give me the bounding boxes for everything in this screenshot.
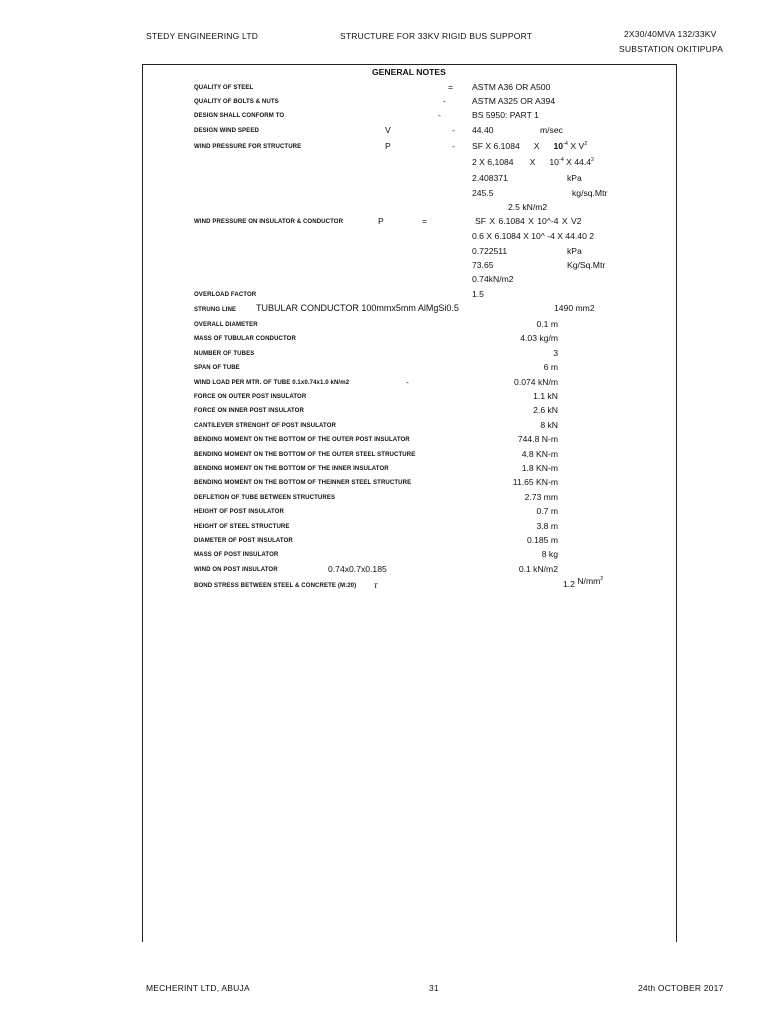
row-label: DEFLETION OF TUBE BETWEEN STRUCTURES bbox=[194, 493, 336, 501]
value-design-conform: BS 5950: PART 1 bbox=[472, 110, 539, 120]
row-label: OVERALL DIAMETER bbox=[194, 321, 258, 328]
row-extra: - bbox=[406, 376, 409, 387]
formula-line-2 bbox=[472, 157, 594, 167]
footer-company: MECHERINT LTD, ABUJA bbox=[146, 983, 250, 993]
row-value: 0.185 m bbox=[526, 535, 558, 545]
row-label: NUMBER OF TUBES bbox=[194, 349, 255, 357]
wpi-value-kg: 73.65 bbox=[472, 260, 494, 270]
formula-1-part-b: X bbox=[533, 141, 540, 151]
header-project-line2: SUBSTATION OKITIPUPA bbox=[619, 44, 724, 54]
row-value: 0.7 m bbox=[536, 506, 558, 517]
label-strung-line: STRUNG LINE bbox=[194, 306, 237, 313]
label-wind-speed: DESIGN WIND SPEED bbox=[194, 127, 259, 134]
footer-date: 24th OCTOBER 2017 bbox=[638, 983, 724, 993]
formula-2-part-c: 10 bbox=[549, 157, 559, 167]
unit-wind-speed: m/sec bbox=[540, 125, 563, 135]
row-label: SPAN OF TUBE bbox=[194, 364, 240, 372]
header-company: STEDY ENGINEERING LTD bbox=[146, 31, 259, 41]
row-value: 2.73 mm bbox=[524, 491, 558, 502]
label-quality-bolts: QUALITY OF BOLTS & NUTS bbox=[194, 98, 279, 105]
footer-page-number: 31 bbox=[429, 983, 439, 993]
row-extra: 0.74x0.7x0.185 bbox=[328, 563, 387, 574]
strung-line-desc: TUBULAR CONDUCTOR 100mmx5mm AlMgSi0.5 bbox=[256, 303, 459, 313]
row-value: 8 kg bbox=[541, 549, 558, 560]
bond-value: 1.2 bbox=[563, 579, 575, 589]
wpi-value-kn: 0.74kN/m2 bbox=[472, 274, 514, 284]
row-label: WIND LOAD PER MTR. OF TUBE 0.1x0.74x1.0 kN/m2 bbox=[194, 378, 350, 386]
formula-2-part-e: X 44.4 bbox=[566, 157, 592, 167]
row-value: 3 bbox=[553, 347, 558, 358]
wps-unit-kg: kg/sq.Mtr bbox=[572, 188, 608, 198]
sep-wind-pressure-structure: - bbox=[452, 141, 455, 151]
wps-value-kpa: 2.408371 bbox=[472, 173, 508, 183]
row-label: MASS OF TUBULAR CONDUCTOR bbox=[194, 335, 296, 343]
label-quality-steel: QUALITY OF STEEL bbox=[194, 84, 254, 91]
row-value: 2.6 kN bbox=[533, 405, 558, 416]
row-value: 4.03 kg/m bbox=[520, 333, 558, 344]
row-value: 0.074 kN/m bbox=[514, 376, 558, 387]
label-overload: OVERLOAD FACTOR bbox=[194, 291, 257, 298]
label-wind-pressure-insulator: WIND PRESSURE ON INSULATOR & CONDUCTOR bbox=[194, 218, 344, 225]
wps-value-kg: 245.5 bbox=[472, 188, 494, 198]
header-title: STRUCTURE FOR 33KV RIGID BUS SUPPORT bbox=[340, 31, 533, 41]
formula-2-part-b: X bbox=[529, 157, 536, 167]
row-label: MASS OF POST INSULATOR bbox=[194, 551, 279, 559]
sep-wind-pressure-insulator: = bbox=[422, 216, 428, 226]
symbol-tau: τ bbox=[374, 580, 378, 590]
notes-title: GENERAL NOTES bbox=[372, 67, 446, 77]
header-project-line1: 2X30/40MVA 132/33KV bbox=[624, 29, 717, 39]
row-label: FORCE ON INNER POST INSULATOR bbox=[194, 407, 304, 415]
wpi-line-2: 0.6 X 6.1084 X 10^ -4 X 44.40 2 bbox=[472, 231, 595, 241]
formula-2-exp: -4 bbox=[558, 157, 564, 163]
formula-2-pow: 2 bbox=[591, 157, 595, 163]
formula-1-exp: -4 bbox=[563, 141, 568, 147]
sep-quality-bolts: - bbox=[443, 96, 446, 106]
row-label: HEIGHT OF POST INSULATOR bbox=[194, 508, 284, 516]
row-label: BENDING MOMENT ON THE BOTTOM OF THE INNER INSULATOR bbox=[194, 465, 389, 472]
wpi-line-1: SF X 6.1084 X 10^-4 X V2 bbox=[475, 216, 582, 226]
formula-1-part-e: X V bbox=[570, 141, 585, 151]
label-design-conform: DESIGN SHALL CONFORM TO bbox=[194, 112, 285, 119]
row-label: CANTILEVER STRENGHT OF POST INSULATOR bbox=[194, 421, 337, 429]
formula-1-pow: 2 bbox=[584, 141, 588, 147]
value-overload: 1.5 bbox=[472, 289, 484, 299]
row-label: FORCE ON OUTER POST INSULATOR bbox=[194, 393, 307, 400]
sep-quality-steel: = bbox=[448, 82, 454, 92]
label-bond-stress: BOND STRESS BETWEEN STEEL & CONCRETE (M:20) bbox=[194, 582, 357, 589]
symbol-wind-pressure-insulator: P bbox=[378, 216, 384, 226]
row-value: 4.8 KN-m bbox=[521, 448, 558, 459]
symbol-wind-pressure-structure: P bbox=[385, 141, 391, 151]
value-wind-speed: 44.40 bbox=[472, 125, 494, 135]
row-label: WIND ON POST INSULATOR bbox=[194, 565, 278, 573]
row-value: 0.1 kN/m2 bbox=[518, 563, 558, 574]
row-value: 11.65 KN-m bbox=[512, 477, 558, 488]
row-label: DIAMETER OF POST INSULATOR bbox=[194, 537, 293, 544]
wps-unit-kpa: kPa bbox=[567, 173, 582, 183]
sep-wind-speed: - bbox=[452, 125, 455, 135]
bond-unit-sup: 2 bbox=[600, 576, 604, 582]
symbol-wind-speed: V bbox=[385, 125, 391, 135]
wpi-unit-kg: Kg/Sq.Mtr bbox=[567, 260, 606, 270]
wpi-unit-kpa: kPa bbox=[567, 246, 582, 256]
row-label: BENDING MOMENT ON THE BOTTOM OF THE OUTER STEEL STRUCTURE bbox=[194, 450, 416, 458]
wpi-value-kpa: 0.722511 bbox=[472, 246, 508, 256]
value-strung-line: 1490 mm2 bbox=[554, 303, 595, 313]
row-value: 1.8 KN-m bbox=[521, 463, 558, 473]
row-label: BENDING MOMENT ON THE BOTTOM OF THE OUTER POST INSULATOR bbox=[194, 436, 410, 444]
row-value: 6 m bbox=[543, 362, 558, 373]
wps-value-kn: 2.5 kN/m2 bbox=[508, 202, 548, 212]
row-value: 3.8 m bbox=[536, 520, 558, 531]
bond-unit: N/mm bbox=[577, 576, 601, 586]
value-quality-steel: ASTM A36 OR A500 bbox=[472, 82, 551, 92]
row-label: BENDING MOMENT ON THE BOTTOM OF THEINNER STEEL STRUCTURE bbox=[194, 479, 412, 487]
value-quality-bolts: ASTM A325 OR A394 bbox=[472, 96, 556, 106]
row-value: 8 kN bbox=[540, 419, 558, 430]
label-wind-pressure-structure: WIND PRESSURE FOR STRUCTURE bbox=[194, 143, 302, 150]
row-value: 1.1 kN bbox=[533, 391, 558, 401]
formula-2-part-a: 2 X 6,1084 bbox=[472, 157, 514, 167]
row-label: HEIGHT OF STEEL STRUCTURE bbox=[194, 522, 290, 530]
value-bond-stress bbox=[563, 576, 604, 589]
formula-1-part-a: SF X 6.1084 bbox=[472, 141, 520, 151]
formula-line-1 bbox=[472, 141, 587, 151]
sep-design-conform: - bbox=[438, 110, 441, 120]
formula-1-part-c: 10 bbox=[553, 141, 564, 151]
row-value: 744.8 N-m bbox=[517, 434, 558, 445]
row-value: 0.1 m bbox=[536, 319, 558, 329]
